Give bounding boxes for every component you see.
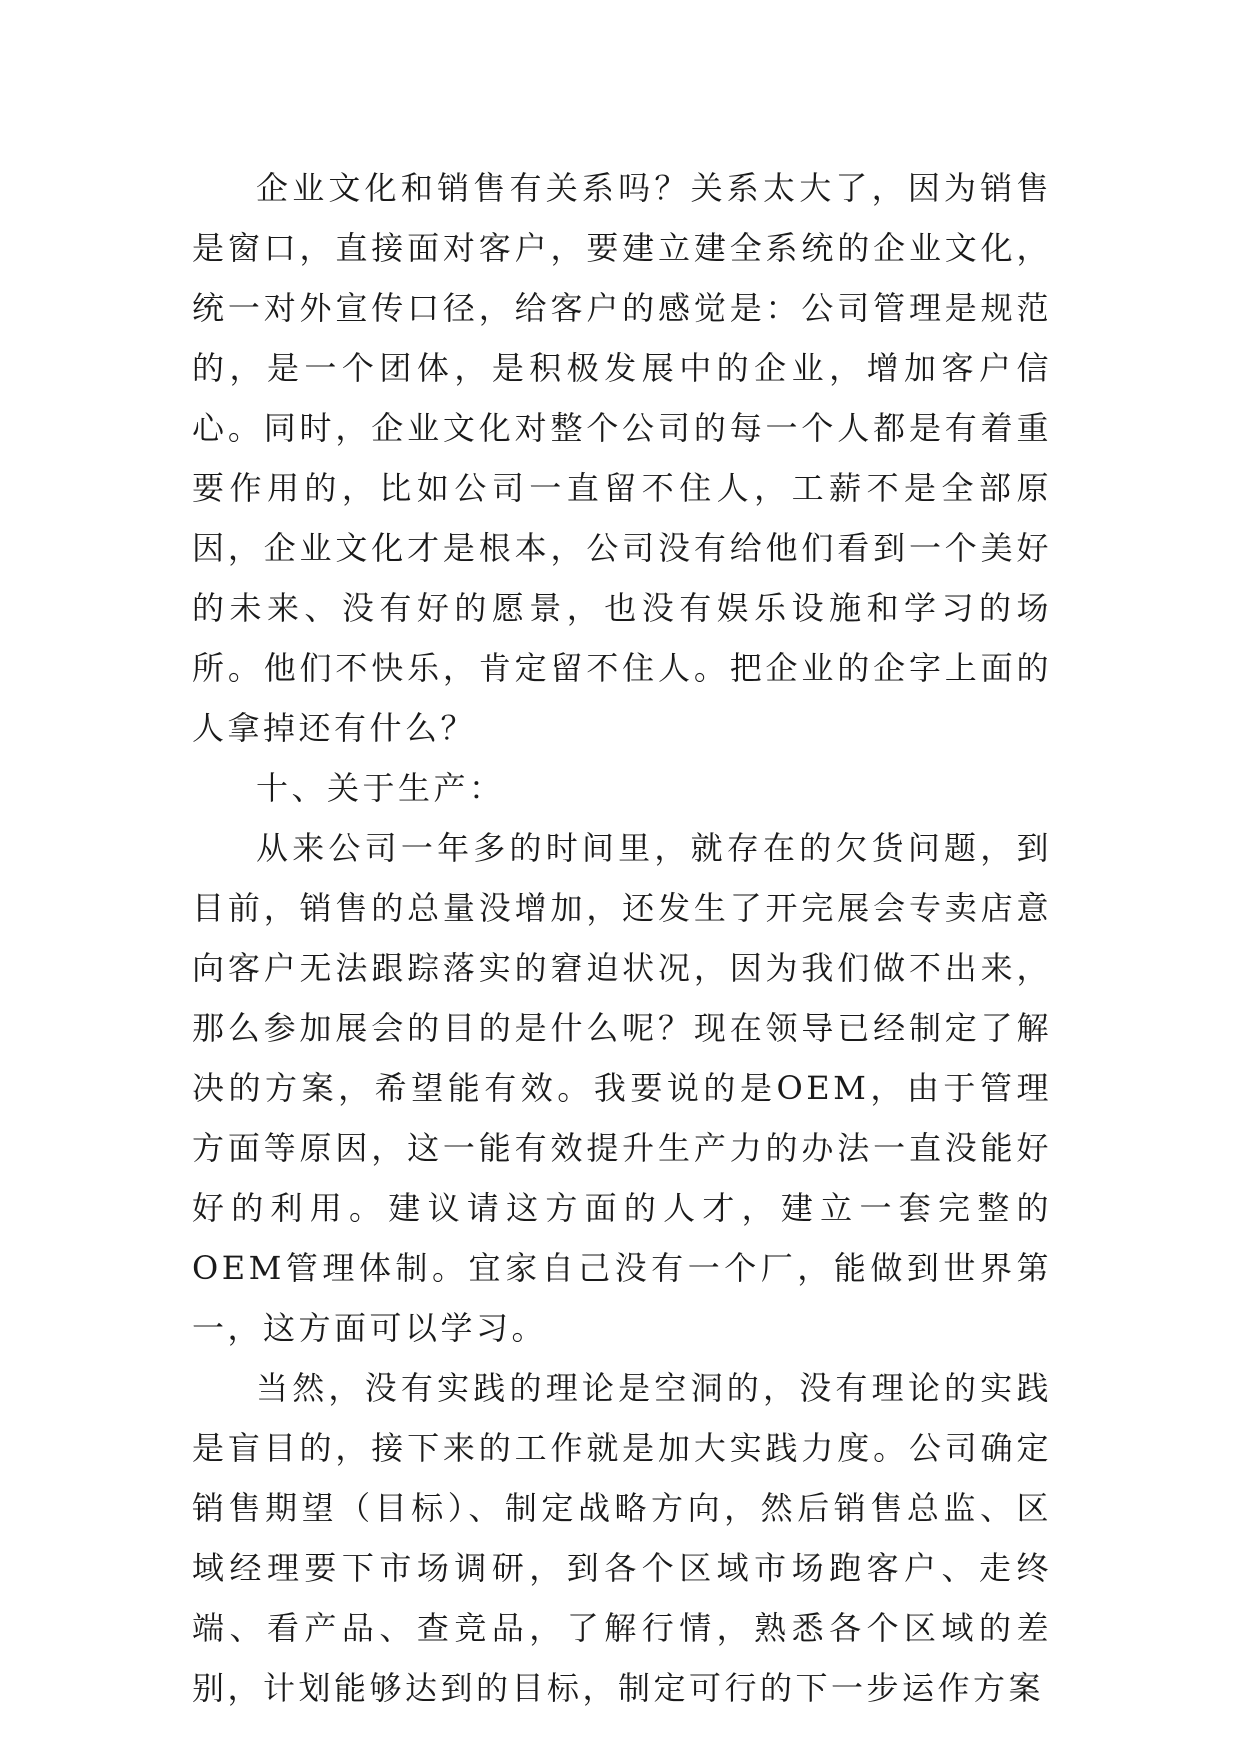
paragraph-production: 从来公司一年多的时间里，就存在的欠货问题，到目前，销售的总量没增加，还发生了开完展会专卖店意向客户无法跟踪落实的窘迫状况，因为我们做不出来，那么参加展会的目的是什么呢？现在领导已经制定了解决的方案，希望能有效。我要说的是OEM，由于管理方面等原因，这一能有效提升生产力的办法一直没能好好的利用。建议请这方面的人才，建立一套完整的OEM管理体制。宜家自己没有一个厂，能做到世界第一，这方面可以学习。 xyxy=(192,829,1052,1347)
paragraph-corporate-culture: 企业文化和销售有关系吗？关系太大了，因为销售是窗口，直接面对客户，要建立建全系统的企业文化，统一对外宣传口径，给客户的感觉是：公司管理是规范的，是一个团体，是积极发展中的企业，增加客户信心。同时，企业文化对整个公司的每一个人都是有着重要作用的，比如公司一直留不住人，工薪不是全部原因，企业文化才是根本，公司没有给他们看到一个美好的未来、没有好的愿景，也没有娱乐设施和学习的场所。他们不快乐，肯定留不住人。把企业的企字上面的人拿掉还有什么？ xyxy=(192,169,1052,747)
document-body xyxy=(192,158,1052,1718)
paragraph-practice: 当然，没有实践的理论是空洞的，没有理论的实践是盲目的，接下来的工作就是加大实践力度。公司确定销售期望（目标）、制定战略方向，然后销售总监、区域经理要下市场调研，到各个区域市场跑客户、走终端、看产品、查竞品，了解行情，熟悉各个区域的差别，计划能够达到的目标，制定可行的下一步运作方案 xyxy=(192,1369,1052,1707)
section-heading-production: 十、关于生产： xyxy=(256,769,505,807)
